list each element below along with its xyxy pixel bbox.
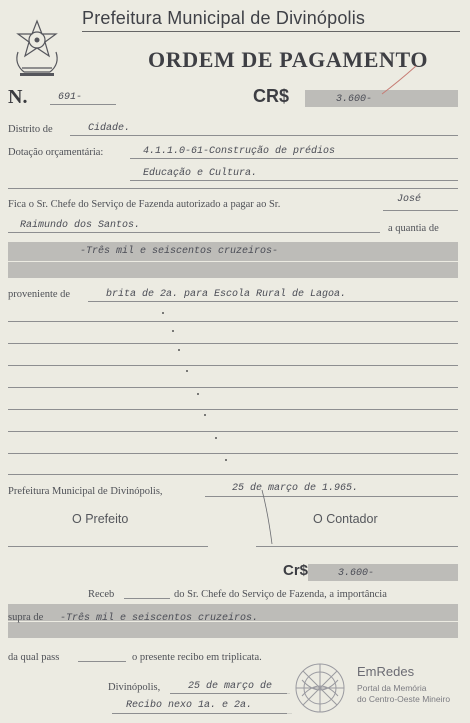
supra-label: supra de — [8, 612, 44, 623]
institution-name: Prefeitura Municipal de Divinópolis — [82, 8, 366, 28]
qual-pass-label-a: da qual pass — [8, 652, 60, 663]
dotacao-line-2: Educação e Cultura. — [143, 168, 258, 179]
watermark-brand: EmRedes — [357, 664, 415, 679]
order-number-label: N. — [8, 86, 28, 108]
authorization-text: Fica o Sr. Chefe do Serviço de Fazenda autorizado a pagar ao Sr. — [8, 199, 281, 210]
order-date: 25 de março de 1.965. — [232, 483, 359, 494]
payee-rule-1 — [383, 210, 458, 211]
blank-line-4 — [8, 387, 458, 388]
receipt-amount-value: 3.600- — [338, 568, 375, 579]
place-label: Prefeitura Municipal de Divinópolis, — [8, 486, 163, 497]
blank-line-2 — [8, 343, 458, 344]
blank-line-7 — [8, 453, 458, 454]
blank-line-3 — [8, 365, 458, 366]
order-number-line — [50, 104, 116, 105]
section-divider — [8, 188, 458, 189]
proveniente-rule — [88, 301, 458, 302]
receipt-amount-box — [308, 564, 458, 581]
typed-dot — [178, 349, 180, 351]
currency-label: CR$ — [253, 86, 290, 106]
dotacao-rule-2 — [130, 180, 458, 181]
header-rule — [82, 31, 460, 32]
watermark-logo-icon — [292, 660, 348, 721]
blank-line-5 — [8, 409, 458, 410]
received-blank — [124, 598, 170, 599]
blank-line-8 — [8, 474, 458, 475]
watermark-line-2: do Centro-Oeste Mineiro — [357, 694, 451, 704]
dotacao-label: Dotação orçamentária: — [8, 147, 104, 158]
payee-line-1: José — [397, 194, 422, 205]
qual-pass-blank — [78, 661, 126, 662]
qual-pass-label-b: o presente recibo em triplicata. — [132, 652, 262, 663]
amount-value: 3.600- — [336, 94, 373, 105]
distrito-label: Distrito de — [8, 124, 53, 135]
receipt-copies-rule — [112, 713, 292, 714]
typed-dot — [197, 393, 199, 395]
amount-in-words: -Três mil e seiscentos cruzeiros- — [80, 246, 279, 257]
typed-dot — [186, 370, 188, 372]
receipt-amount-words: -Três mil e seiscentos cruzeiros. — [60, 613, 259, 624]
blank-line-6 — [8, 431, 458, 432]
document-title: ORDEM DE PAGAMENTO — [148, 47, 429, 72]
contador-signature-label: O Contador — [313, 512, 378, 526]
receipt-copies: Recibo nexo 1a. e 2a. — [126, 700, 253, 711]
distrito-line — [70, 135, 458, 136]
blank-line-1 — [8, 321, 458, 322]
dotacao-line-1: 4.1.1.0-61-Construção de prédios — [143, 146, 336, 157]
typed-dot — [162, 312, 164, 314]
typed-dot — [215, 437, 217, 439]
payee-line-2: Raimundo dos Santos. — [20, 220, 141, 231]
quantia-label: a quantia de — [388, 223, 439, 234]
distrito-value: Cidade. — [88, 123, 131, 134]
receipt-date: 25 de março de — [188, 681, 273, 692]
prefeito-signature-line — [8, 546, 208, 547]
dotacao-rule-1 — [130, 158, 458, 159]
ink-mark — [258, 488, 278, 548]
receipt-date-rule — [170, 693, 290, 694]
pen-mark — [380, 62, 420, 97]
amount-words-box-2 — [8, 262, 458, 278]
receipt-currency-label: Cr$ — [283, 562, 309, 579]
proveniente-label: proveniente de — [8, 289, 71, 300]
typed-dot — [204, 414, 206, 416]
typed-dot — [225, 459, 227, 461]
date-rule — [205, 496, 458, 497]
typed-dot — [172, 330, 174, 332]
receipt-city-label: Divinópolis, — [108, 682, 161, 693]
prefeito-signature-label: O Prefeito — [72, 512, 129, 526]
watermark-line-1: Portal da Memória — [357, 683, 427, 693]
proveniente-value: brita de 2a. para Escola Rural de Lagoa. — [106, 289, 347, 300]
order-number-value: 691- — [58, 92, 83, 103]
received-label-a: Receb — [88, 589, 115, 600]
receipt-words-box-2 — [8, 622, 458, 638]
coat-of-arms-seal — [10, 18, 65, 78]
payee-rule-2 — [8, 232, 380, 233]
contador-signature-line — [256, 546, 458, 547]
received-label-b: do Sr. Chefe do Serviço de Fazenda, a importância — [174, 589, 387, 600]
